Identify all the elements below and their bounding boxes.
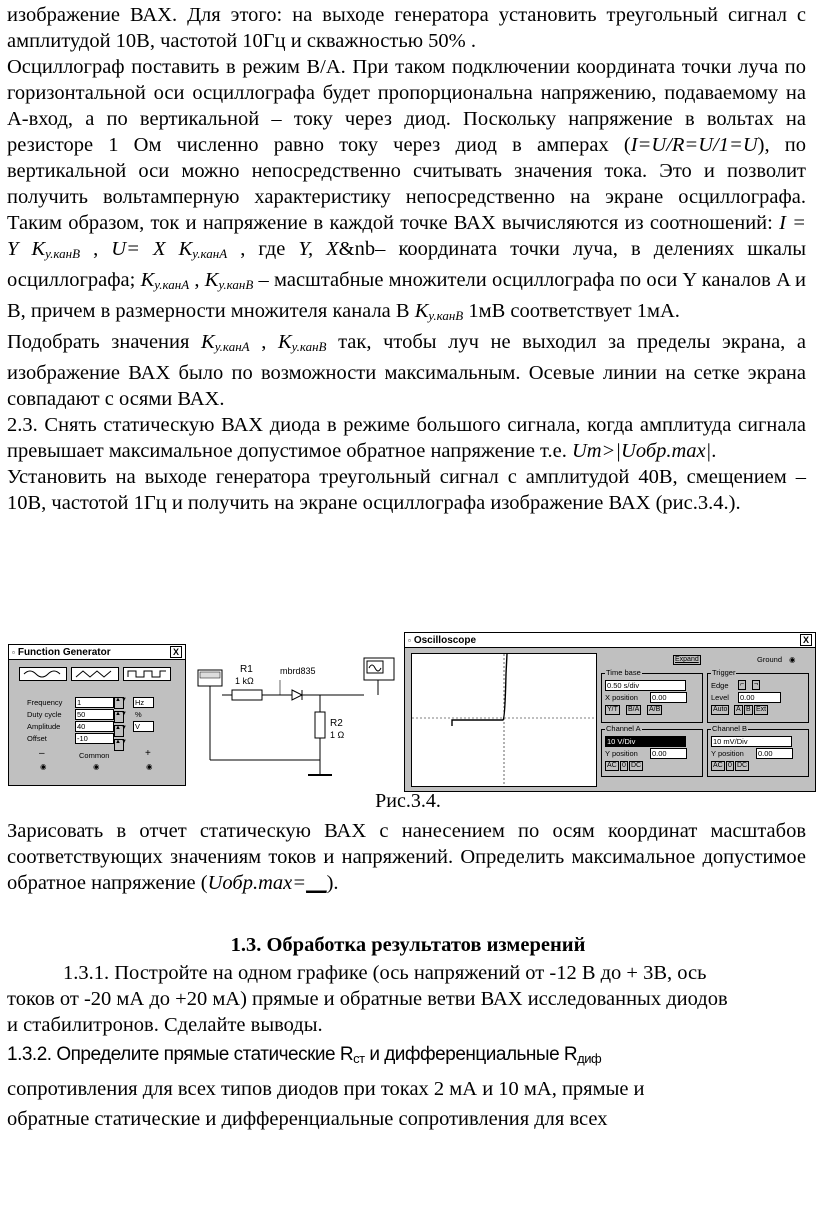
paragraph-3: Подобрать значения $K_{у.канА}$ , $K_{у.канВ}$ так, чтобы луч не выходил за пределы экрана, а изображение ВАХ было по возможности максимальным. Осевые линии на сетке экрана совпадают с осями ВАХ.	[7, 331, 807, 410]
close-button[interactable]: X	[800, 634, 812, 646]
paragraph-8-line-2: сопротивления для всех типов диодов при токах 2 мА и 10 мА, прямые и	[7, 1078, 645, 1100]
text-block-bottom	[0, 818, 816, 1132]
oscilloscope-window	[404, 632, 816, 792]
channel-a-section	[601, 724, 703, 777]
channel-b-ypos-input[interactable]: 0.00	[756, 748, 793, 759]
channel-a-scale-input[interactable]: 10 V/Div	[605, 736, 686, 747]
window-menu-icon[interactable]: ▫	[408, 635, 411, 645]
trigger-label: Trigger	[712, 668, 736, 677]
window-menu-icon[interactable]: ▫	[12, 647, 15, 657]
paragraph-7-line-2: токов от -20 мА до +20 мА) прямые и обратные ветви ВАХ исследованных диодов	[7, 988, 728, 1010]
channel-a-ypos-label: Y position	[605, 749, 638, 758]
ground-label: Ground	[757, 655, 783, 664]
r1-label: R1	[240, 664, 253, 675]
circuit-schematic	[188, 640, 400, 790]
frequency-spinner[interactable]: ▲▼	[114, 697, 124, 709]
trigger-ext-button[interactable]: Ext	[756, 706, 767, 713]
x-position-input[interactable]: 0.00	[650, 692, 687, 703]
paragraph-5: Установить на выходе генератора треугольный сигнал с амплитудой 40В, смещением –10В, частотой 1Гц и получить на экране осциллографа изображение ВАХ (рис.3.4.).	[7, 466, 806, 514]
triangle-wave-button[interactable]	[71, 667, 119, 681]
offset-label: Offset	[27, 734, 47, 743]
edge-falling-button[interactable]: ¬	[754, 681, 759, 688]
function-generator-title: Function Generator	[17, 646, 111, 658]
spinner-column	[114, 697, 127, 745]
plus-terminal-label: +	[145, 748, 151, 759]
oscilloscope-titlebar[interactable]	[405, 633, 815, 648]
paragraph-1: изображение ВАХ. Для этого: на выходе генератора установить треугольный сигнал с амплитудой 10В, частотой 10Гц и скважностью 50% .	[7, 4, 806, 52]
minus-terminal-label: –	[39, 748, 45, 759]
square-wave-button[interactable]	[123, 667, 171, 681]
paragraph-2: Осциллограф поставить в режим В/А. При таком подключении координата точки луча по горизонтальной оси осциллографа будет пропорциональна напряжению, подаваемому на А-вход, а по вертикальной – току через диод. Поскольку напряжение в вольтах на резисторе 1 Ом численно равно току через диод в амперах (I=U/R=U/1=U), по вертикальной оси можно непосредственно считывать значения тока. Это и позволит получить вольтамперную характеристику непосредственно на экране осциллографа. Таким образом, ток и напряжение в каждой точке ВАХ вычисляются из соотношений: I = Y $K_{у.канВ}$ , U= X $K_{у.канА}$ , где Y, X&nb– координата точки луча, в делениях шкалы осциллографа; $K_{у.канА}$ , $K_{у.канВ}$ – масштабные множители осциллографа по оси Y каналов A и B, причем в размерности множителя канала В $K_{у.канВ}$ 1мВ соответствует 1мА.	[7, 56, 807, 323]
function-generator-window	[8, 644, 186, 786]
time-base-section	[601, 668, 703, 723]
channel-a-label: Channel A	[606, 724, 641, 733]
time-base-input[interactable]: 0.50 s/div	[605, 680, 686, 691]
r1-value: 1 kΩ	[235, 676, 254, 686]
channel-b-section	[707, 724, 809, 777]
square-wave-icon	[124, 668, 170, 680]
channel-a-ac-button[interactable]: AC	[607, 762, 617, 769]
channel-a-ypos-input[interactable]: 0.00	[650, 748, 687, 759]
oscilloscope-title: Oscilloscope	[413, 634, 477, 646]
paragraph-4: 2.3. Снять статическую ВАХ диода в режиме большого сигнала, когда амплитуда сигнала превышает максимальное допустимое обратное напряжение т.е. Um>|Uобр.max|.	[7, 414, 806, 462]
minus-terminal[interactable]: ◉	[40, 762, 47, 771]
offset-spinner[interactable]: ▲▼	[114, 739, 124, 751]
text-block-top	[0, 2, 816, 516]
channel-b-label: Channel B	[712, 724, 748, 733]
r2-value: 1 Ω	[330, 730, 345, 740]
common-terminal-label: Common	[79, 751, 110, 760]
amplitude-unit-select[interactable]: V	[133, 721, 154, 732]
channel-b-ypos-label: Y position	[711, 749, 744, 758]
amplitude-label: Amplitude	[27, 722, 61, 731]
figure-caption: Рис.3.4.	[375, 790, 441, 812]
channel-a-zero-button[interactable]: 0	[622, 762, 626, 769]
channel-b-zero-button[interactable]: 0	[728, 762, 732, 769]
trigger-b-button[interactable]: B	[746, 706, 751, 713]
channel-b-scale-input[interactable]: 10 mV/Div	[711, 736, 792, 747]
paragraph-7-line-3: и стабилитронов. Сделайте выводы.	[7, 1014, 323, 1036]
amplitude-spinner[interactable]: ▲▼	[114, 725, 124, 737]
edge-label: Edge	[711, 681, 729, 690]
channel-a-dc-button[interactable]: DC	[631, 762, 642, 769]
edge-rising-button[interactable]: ⌐	[740, 681, 745, 688]
duty-cycle-label: Duty cycle	[27, 710, 62, 719]
triangle-wave-icon	[72, 668, 118, 680]
expand-button[interactable]: Expand	[675, 656, 699, 663]
section-heading: 1.3. Обработка результатов измерений	[230, 934, 586, 956]
duty-spinner[interactable]: ▲▼	[114, 711, 124, 723]
iv-curve	[452, 654, 507, 726]
r2-label: R2	[330, 718, 343, 729]
diode-label: mbrd835	[280, 666, 316, 676]
sine-wave-icon	[20, 668, 66, 680]
ground-terminal[interactable]: ◉	[789, 655, 796, 664]
vah-trace	[412, 654, 596, 786]
close-button[interactable]: X	[170, 646, 182, 658]
level-label: Level	[711, 693, 729, 702]
paragraph-6: Зарисовать в отчет статическую ВАХ с нанесением по осям координат масштабов соответствующих значениям токов и напряжений. Определить максимальное допустимое обратное напряжение (Uобр.max=__).	[7, 820, 806, 894]
oscilloscope-screen	[411, 653, 597, 787]
level-input[interactable]: 0.00	[738, 692, 781, 703]
plus-terminal[interactable]: ◉	[146, 762, 153, 771]
duty-cycle-input[interactable]: 50	[75, 709, 114, 720]
ba-mode-button[interactable]: B/A	[628, 706, 640, 713]
paragraph-8-line-1: 1.3.2. Определите прямые статические $R_{ст}$ и дифференциальные $R_{диф}$	[7, 1044, 602, 1066]
resistor-r2[interactable]	[315, 712, 325, 738]
ab-mode-button[interactable]: A/B	[649, 706, 661, 713]
paragraph-8-line-3: обратные статические и дифференциальные сопротивления для всех	[7, 1108, 608, 1130]
trigger-a-button[interactable]: A	[736, 706, 741, 713]
paragraph-7-line-1: 1.3.1. Постройте на одном графике (ось напряжений от -12 В до + 3В, ось	[63, 962, 707, 984]
time-base-label: Time base	[606, 668, 641, 677]
x-position-label: X position	[605, 693, 638, 702]
yt-mode-button[interactable]: Y/T	[607, 706, 618, 713]
amplitude-input[interactable]: 40	[75, 721, 114, 732]
diode-symbol[interactable]	[292, 690, 302, 700]
oscilloscope-icon[interactable]	[364, 658, 394, 680]
common-terminal[interactable]: ◉	[93, 762, 100, 771]
frequency-unit-select[interactable]: Hz	[133, 697, 154, 708]
auto-trigger-button[interactable]: Auto	[713, 706, 728, 713]
resistor-r1[interactable]	[232, 690, 262, 700]
duty-cycle-unit: %	[135, 710, 142, 719]
channel-b-ac-button[interactable]: AC	[713, 762, 723, 769]
function-generator-icon[interactable]	[198, 670, 222, 686]
waveform-selector	[19, 667, 169, 681]
frequency-input[interactable]: 1	[75, 697, 114, 708]
frequency-label: Frequency	[27, 698, 63, 707]
channel-b-dc-button[interactable]: DC	[737, 762, 748, 769]
sine-wave-button[interactable]	[19, 667, 67, 681]
trigger-section	[707, 668, 809, 723]
offset-input[interactable]: -10	[75, 733, 114, 744]
function-generator-titlebar[interactable]	[9, 645, 185, 660]
